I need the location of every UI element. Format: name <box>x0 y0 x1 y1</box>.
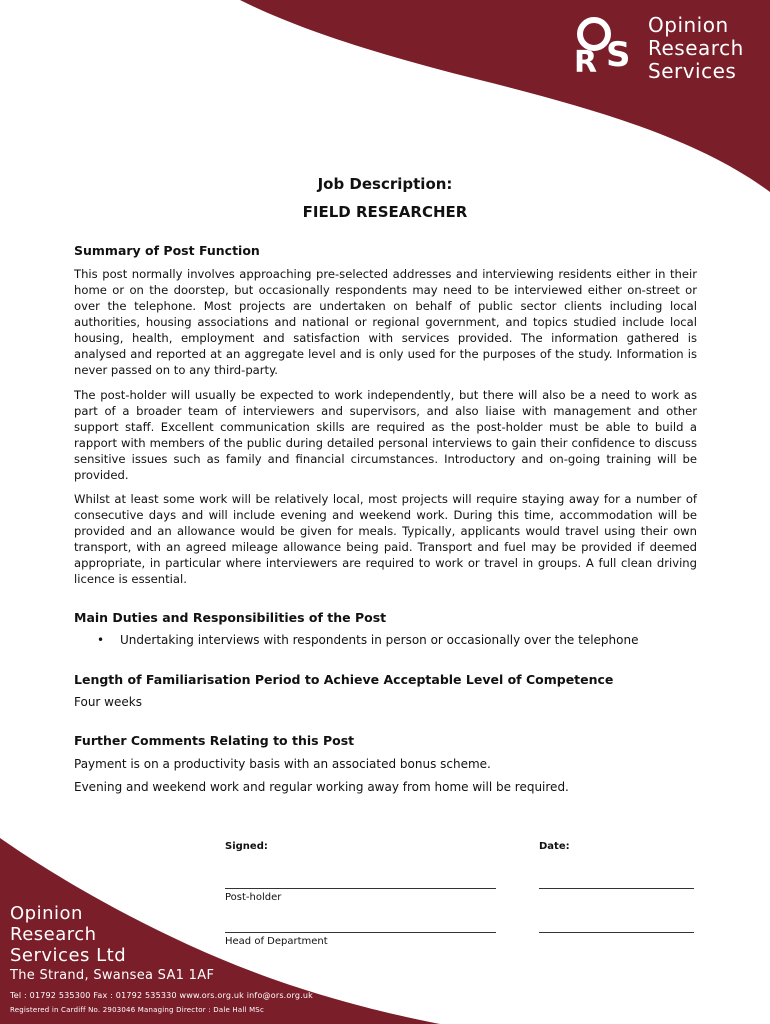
postholder-signature-line[interactable] <box>225 888 496 889</box>
comments-text-2: Evening and weekend work and regular working away from home will be required. <box>74 780 569 794</box>
footer-contact: Tel : 01792 535300 Fax : 01792 535330 www.ors.org.uk info@ors.org.uk <box>10 991 313 1000</box>
logo-line1: Opinion <box>648 13 729 37</box>
svg-text:S: S <box>606 35 631 75</box>
ors-logo-icon <box>572 16 638 80</box>
footer-registration: Registered in Cardiff No. 2903046 Managing Director : Dale Hall MSc <box>10 1006 265 1014</box>
doc-subtitle: FIELD RESEARCHER <box>302 203 468 221</box>
summary-paragraph-1: This post normally involves approaching pre-selected addresses and interviewing residents either in their home or on the doorstep, but occasionally respondents may need to be interviewed either on-street or over the telephone. Most projects are undertaken on behalf of public sector clients including local authorities, housing associations and national or regional government, and topics studied include local housing, health, employment and satisfaction with services provided. The information gathered is analysed and reported at an aggregate level and is only used for the purposes of the study. Information is never passed on to any third-party. <box>74 267 697 377</box>
bullet-icon: • <box>97 633 105 647</box>
signed-label: Signed: <box>225 841 268 852</box>
head-signature-line[interactable] <box>225 932 496 933</box>
summary-paragraph-3: Whilst at least some work will be relatively local, most projects will require staying away for a number of consecutive days and will include evening and weekend work. During this time, accommodation will be provided and an allowance would be given for meals. Typically, applicants would travel using their own transport, with an agreed mileage allowance being paid. Transport and fuel may be provided if deemed appropriate, in particular where interviewers are required to work or travel in groups. A full clean driving licence is essential. <box>74 492 697 586</box>
familiarisation-heading: Length of Familiarisation Period to Achieve Acceptable Level of Competence <box>74 672 614 687</box>
postholder-date-line[interactable] <box>539 888 694 889</box>
comments-heading: Further Comments Relating to this Post <box>74 733 355 748</box>
summary-heading: Summary of Post Function <box>74 243 260 258</box>
duty-list-item <box>97 633 638 647</box>
footer-company-line3: Services Ltd <box>10 945 127 966</box>
logo-line3: Services <box>648 59 737 83</box>
svg-text:R: R <box>574 45 598 80</box>
head-of-department-label: Head of Department <box>225 936 328 947</box>
doc-title: Job Description: <box>317 175 453 193</box>
duties-heading: Main Duties and Responsibilities of the Post <box>74 610 387 625</box>
footer-address: The Strand, Swansea SA1 1AF <box>10 968 215 983</box>
postholder-label: Post-holder <box>225 892 282 903</box>
summary-paragraph-2: The post-holder will usually be expected to work independently, but there will also be a need to work as part of a broader team of interviewers and supervisors, and also liaise with management and other support staff. Excellent communication skills are required as the post-holder must be able to build a rapport with members of the public during detailed personal interviews to gain their confidence to discuss sensitive issues such as family and financial circumstances. Introductory and on-going training will be provided. <box>74 388 697 482</box>
comments-text-1: Payment is on a productivity basis with an associated bonus scheme. <box>74 757 491 771</box>
date-label: Date: <box>539 841 570 852</box>
logo-line2: Research <box>648 36 744 60</box>
footer-company-line1: Opinion <box>10 903 83 924</box>
logo-wordmark <box>648 14 744 83</box>
familiarisation-text: Four weeks <box>74 695 142 709</box>
footer-company-line2: Research <box>10 924 97 945</box>
duty-text: Undertaking interviews with respondents in person or occasionally over the telephone <box>120 633 639 647</box>
head-date-line[interactable] <box>539 932 694 933</box>
footer-company-name <box>10 903 126 966</box>
company-logo <box>572 14 744 83</box>
